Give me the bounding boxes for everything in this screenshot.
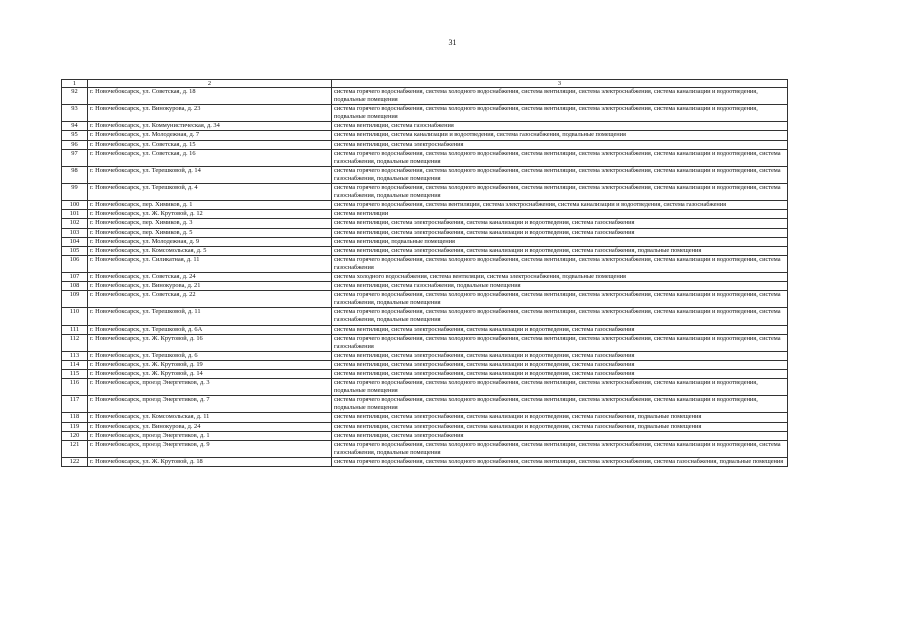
table-row	[62, 457, 788, 466]
address-cell: г. Новочебоксарск, ул. Советская, д. 16	[88, 149, 332, 166]
systems-cell: система горячего водоснабжения, система холодного водоснабжения, система вентиляции, система электроснабжения, система канализации и водоотведения, система газоснабжения	[332, 334, 788, 351]
systems-cell: система вентиляции, система газоснабжения, подвальные помещения	[332, 282, 788, 291]
address-cell: г. Новочебоксарск, ул. Винокурова, д. 23	[88, 105, 332, 122]
address-cell: г. Новочебоксарск, ул. Ж. Крутовой, д. 12	[88, 210, 332, 219]
table-row	[62, 122, 788, 131]
row-number-cell: 103	[62, 228, 88, 237]
row-number-cell: 122	[62, 457, 88, 466]
systems-cell: система горячего водоснабжения, система холодного водоснабжения, система вентиляции, система электроснабжения, система канализации и водоотведения, система газоснабжения, подвальные помещения	[332, 166, 788, 183]
systems-cell: система горячего водоснабжения, система холодного водоснабжения, система вентиляции, система электроснабжения, система канализации и водоотведения, система газоснабжения, подвальные помещения	[332, 440, 788, 457]
table-header-row	[62, 80, 788, 88]
systems-cell: система вентиляции, подвальные помещения	[332, 237, 788, 246]
row-number-cell: 106	[62, 255, 88, 272]
row-number-cell: 118	[62, 413, 88, 422]
table-row	[62, 291, 788, 308]
row-number-cell: 110	[62, 308, 88, 325]
systems-cell: система вентиляции, система электроснабжения, система канализации и водоотведения, система газоснабжения	[332, 228, 788, 237]
systems-cell: система вентиляции, система электроснабжения, система канализации и водоотведения, система газоснабжения	[332, 370, 788, 379]
address-cell: г. Новочебоксарск, пер. Химиков, д. 5	[88, 228, 332, 237]
address-cell: г. Новочебоксарск, проезд Энергетиков, д. 9	[88, 440, 332, 457]
address-cell: г. Новочебоксарск, ул. Винокурова, д. 24	[88, 422, 332, 431]
address-cell: г. Новочебоксарск, проезд Энергетиков, д. 7	[88, 396, 332, 413]
table-row	[62, 360, 788, 369]
row-number-cell: 96	[62, 140, 88, 149]
table-row	[62, 351, 788, 360]
table-header	[62, 80, 788, 88]
systems-cell: система горячего водоснабжения, система холодного водоснабжения, система вентиляции, система электроснабжения, система канализации и водоотведения, подвальные помещения	[332, 396, 788, 413]
address-cell: г. Новочебоксарск, пер. Химиков, д. 3	[88, 219, 332, 228]
row-number-cell: 114	[62, 360, 88, 369]
systems-cell: система горячего водоснабжения, система вентиляции, система электроснабжения, система канализации и водоотведения, система газоснабжения	[332, 201, 788, 210]
address-cell: г. Новочебоксарск, ул. Ж. Крутовой, д. 19	[88, 360, 332, 369]
table-row	[62, 413, 788, 422]
table-row	[62, 228, 788, 237]
table-row	[62, 422, 788, 431]
address-cell: г. Новочебоксарск, ул. Терешковой, д. 14	[88, 166, 332, 183]
table-row	[62, 184, 788, 201]
row-number-cell: 104	[62, 237, 88, 246]
systems-cell: система горячего водоснабжения, система холодного водоснабжения, система вентиляции, система электроснабжения, система канализации и водоотведения, система газоснабжения, подвальные помещения	[332, 184, 788, 201]
table-row	[62, 105, 788, 122]
systems-cell: система горячего водоснабжения, система холодного водоснабжения, система вентиляции, система электроснабжения, система канализации и водоотведения, подвальные помещения	[332, 379, 788, 396]
row-number-cell: 98	[62, 166, 88, 183]
page-number: 31	[448, 38, 457, 47]
table-row	[62, 255, 788, 272]
address-cell: г. Новочебоксарск, ул. Ж. Крутовой, д. 14	[88, 370, 332, 379]
row-number-cell: 102	[62, 219, 88, 228]
table-row	[62, 131, 788, 140]
address-cell: г. Новочебоксарск, ул. Комсомольская, д. 5	[88, 246, 332, 255]
systems-cell: система вентиляции, система электроснабжения	[332, 140, 788, 149]
table-row	[62, 210, 788, 219]
systems-cell: система горячего водоснабжения, система холодного водоснабжения, система вентиляции, система электроснабжения, система канализации и водоотведения, система газоснабжения, подвальные помещения	[332, 149, 788, 166]
systems-cell: система горячего водоснабжения, система холодного водоснабжения, система вентиляции, система электроснабжения, система канализации и водоотведения, подвальные помещения	[332, 88, 788, 105]
address-cell: г. Новочебоксарск, ул. Терешковой, д. 4	[88, 184, 332, 201]
row-number-cell: 121	[62, 440, 88, 457]
table-row	[62, 325, 788, 334]
systems-cell: система горячего водоснабжения, система холодного водоснабжения, система вентиляции, система электроснабжения, система канализации и водоотведения, подвальные помещения	[332, 105, 788, 122]
systems-cell: система вентиляции, система канализации и водоотведения, система газоснабжения, подвальные помещения	[332, 131, 788, 140]
row-number-cell: 112	[62, 334, 88, 351]
row-number-cell: 93	[62, 105, 88, 122]
row-number-cell: 117	[62, 396, 88, 413]
table-row	[62, 440, 788, 457]
systems-cell: система вентиляции, система электроснабжения, система канализации и водоотведения, система газоснабжения, подвальные помещения	[332, 422, 788, 431]
systems-cell: система вентиляции, система электроснабжения, система канализации и водоотведения, система газоснабжения	[332, 325, 788, 334]
row-number-cell: 101	[62, 210, 88, 219]
table-row	[62, 149, 788, 166]
table-row	[62, 272, 788, 281]
registry-table	[61, 79, 788, 467]
row-number-cell: 92	[62, 88, 88, 105]
table-row	[62, 370, 788, 379]
column-header-address: 2	[88, 80, 332, 88]
row-number-cell: 115	[62, 370, 88, 379]
systems-cell: система горячего водоснабжения, система холодного водоснабжения, система вентиляции, система электроснабжения, система канализации и водоотведения, система газоснабжения	[332, 255, 788, 272]
row-number-cell: 111	[62, 325, 88, 334]
systems-cell: система вентиляции	[332, 210, 788, 219]
row-number-cell: 113	[62, 351, 88, 360]
systems-cell: система вентиляции, система электроснабжения, система канализации и водоотведения, система газоснабжения	[332, 219, 788, 228]
systems-cell: система горячего водоснабжения, система холодного водоснабжения, система вентиляции, система электроснабжения, система газоснабжения, подвальные помещения	[332, 457, 788, 466]
table-row	[62, 431, 788, 440]
row-number-cell: 119	[62, 422, 88, 431]
address-cell: г. Новочебоксарск, ул. Ж. Крутовой, д. 18	[88, 457, 332, 466]
address-cell: г. Новочебоксарск, ул. Молодежная, д. 7	[88, 131, 332, 140]
systems-cell: система вентиляции, система электроснабжения, система канализации и водоотведения, система газоснабжения	[332, 360, 788, 369]
address-cell: г. Новочебоксарск, ул. Советская, д. 24	[88, 272, 332, 281]
column-header-number: 1	[62, 80, 88, 88]
systems-cell: система горячего водоснабжения, система холодного водоснабжения, система вентиляции, система электроснабжения, система канализации и водоотведения, система газоснабжения, подвальные помещения	[332, 308, 788, 325]
address-cell: г. Новочебоксарск, ул. Советская, д. 18	[88, 88, 332, 105]
table-row	[62, 379, 788, 396]
table-row	[62, 334, 788, 351]
address-cell: г. Новочебоксарск, ул. Комсомольская, д. 11	[88, 413, 332, 422]
systems-cell: система горячего водоснабжения, система холодного водоснабжения, система вентиляции, система электроснабжения, система канализации и водоотведения, система газоснабжения, подвальные помещения	[332, 291, 788, 308]
row-number-cell: 97	[62, 149, 88, 166]
row-number-cell: 116	[62, 379, 88, 396]
systems-cell: система вентиляции, система электроснабжения, система канализации и водоотведения, система газоснабжения, подвальные помещения	[332, 246, 788, 255]
row-number-cell: 120	[62, 431, 88, 440]
row-number-cell: 95	[62, 131, 88, 140]
systems-cell: система вентиляции, система электроснабжения	[332, 431, 788, 440]
row-number-cell: 100	[62, 201, 88, 210]
address-cell: г. Новочебоксарск, ул. Советская, д. 15	[88, 140, 332, 149]
address-cell: г. Новочебоксарск, ул. Винокурова, д. 21	[88, 282, 332, 291]
table-row	[62, 166, 788, 183]
systems-cell: система холодного водоснабжения, система вентиляции, система электроснабжения, подвальные помещения	[332, 272, 788, 281]
table-row	[62, 282, 788, 291]
address-cell: г. Новочебоксарск, ул. Терешковой, д. 6	[88, 351, 332, 360]
column-header-systems: 3	[332, 80, 788, 88]
address-cell: г. Новочебоксарск, ул. Терешковой, д. 6А	[88, 325, 332, 334]
row-number-cell: 105	[62, 246, 88, 255]
row-number-cell: 94	[62, 122, 88, 131]
table-row	[62, 237, 788, 246]
address-cell: г. Новочебоксарск, ул. Молодежная, д. 9	[88, 237, 332, 246]
table-body	[62, 88, 788, 467]
address-cell: г. Новочебоксарск, проезд Энергетиков, д. 1	[88, 431, 332, 440]
address-cell: г. Новочебоксарск, ул. Советская, д. 22	[88, 291, 332, 308]
table-row	[62, 88, 788, 105]
systems-cell: система вентиляции, система газоснабжения	[332, 122, 788, 131]
table-row	[62, 396, 788, 413]
systems-cell: система вентиляции, система электроснабжения, система канализации и водоотведения, система газоснабжения	[332, 351, 788, 360]
address-cell: г. Новочебоксарск, ул. Терешковой, д. 11	[88, 308, 332, 325]
address-cell: г. Новочебоксарск, ул. Силикатная, д. 11	[88, 255, 332, 272]
table-row	[62, 246, 788, 255]
address-cell: г. Новочебоксарск, ул. Ж. Крутовой, д. 16	[88, 334, 332, 351]
row-number-cell: 108	[62, 282, 88, 291]
address-cell: г. Новочебоксарск, проезд Энергетиков, д. 3	[88, 379, 332, 396]
row-number-cell: 99	[62, 184, 88, 201]
systems-cell: система вентиляции, система электроснабжения, система канализации и водоотведения, система газоснабжения, подвальные помещения	[332, 413, 788, 422]
row-number-cell: 109	[62, 291, 88, 308]
table-row	[62, 308, 788, 325]
address-cell: г. Новочебоксарск, ул. Коммунистическая, д. 34	[88, 122, 332, 131]
table-row	[62, 201, 788, 210]
table-row	[62, 219, 788, 228]
row-number-cell: 107	[62, 272, 88, 281]
table-row	[62, 140, 788, 149]
address-cell: г. Новочебоксарск, пер. Химиков, д. 1	[88, 201, 332, 210]
